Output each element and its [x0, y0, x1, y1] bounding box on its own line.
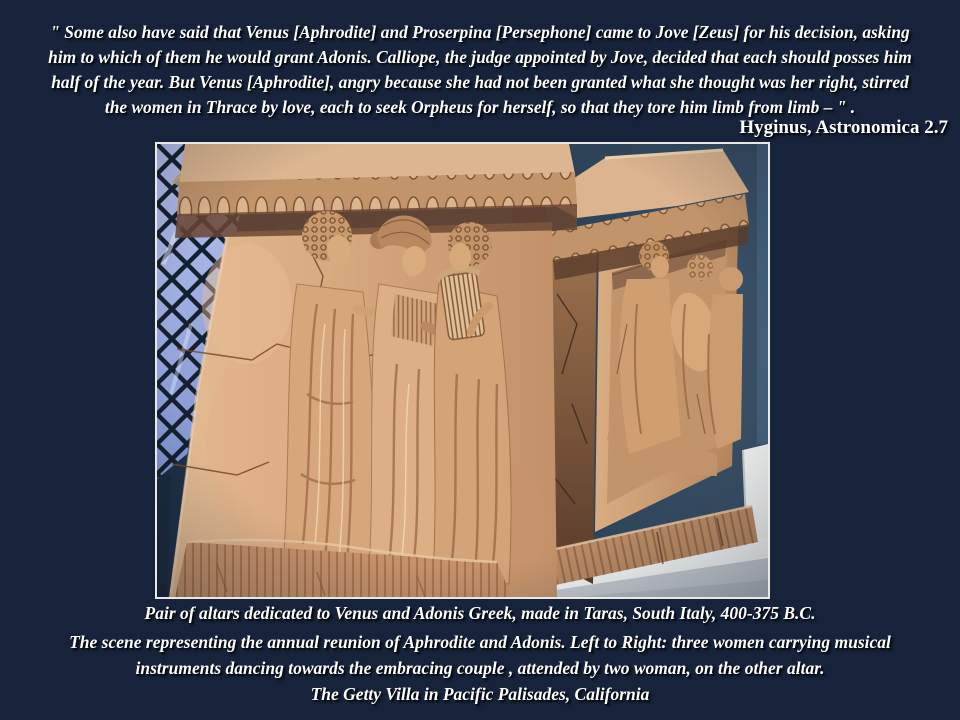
caption-location — [0, 682, 960, 707]
quote-attribution: Hyginus, Astronomica 2.7 — [739, 117, 948, 138]
caption-line: instruments dancing towards the embracing couple , attended by two woman, on the other altar. — [135, 657, 825, 678]
quote-line: the women in Thrace by love, each to seek Orpheus for herself, so that they tore him limb from limb – " . — [104, 97, 856, 117]
caption-line: The Getty Villa in Pacific Palisades, California — [310, 684, 650, 704]
altars-photo-svg — [157, 144, 768, 597]
caption-provenance — [0, 601, 960, 626]
quote-line: half of the year. But Venus [Aphrodite], angry because she had not been granted what she thought was her right, stirred — [51, 72, 909, 92]
quote-line: " Some also have said that Venus [Aphrodite] and Proserpina [Persephone] came to Jove [Zeus] for his decision, asking — [50, 22, 910, 42]
quote-line: him to which of them he would grant Adonis. Calliope, the judge appointed by Jove, decided that each should posses him — [48, 47, 912, 67]
caption-description — [0, 630, 960, 681]
quote-block — [0, 20, 960, 120]
caption-line: The scene representing the annual reunion of Aphrodite and Adonis. Left to Right: three women carrying musical — [69, 632, 891, 652]
altars-photo — [155, 142, 770, 599]
caption-line: Pair of altars dedicated to Venus and Adonis Greek, made in Taras, South Italy, 400-375 B.C. — [144, 603, 816, 623]
